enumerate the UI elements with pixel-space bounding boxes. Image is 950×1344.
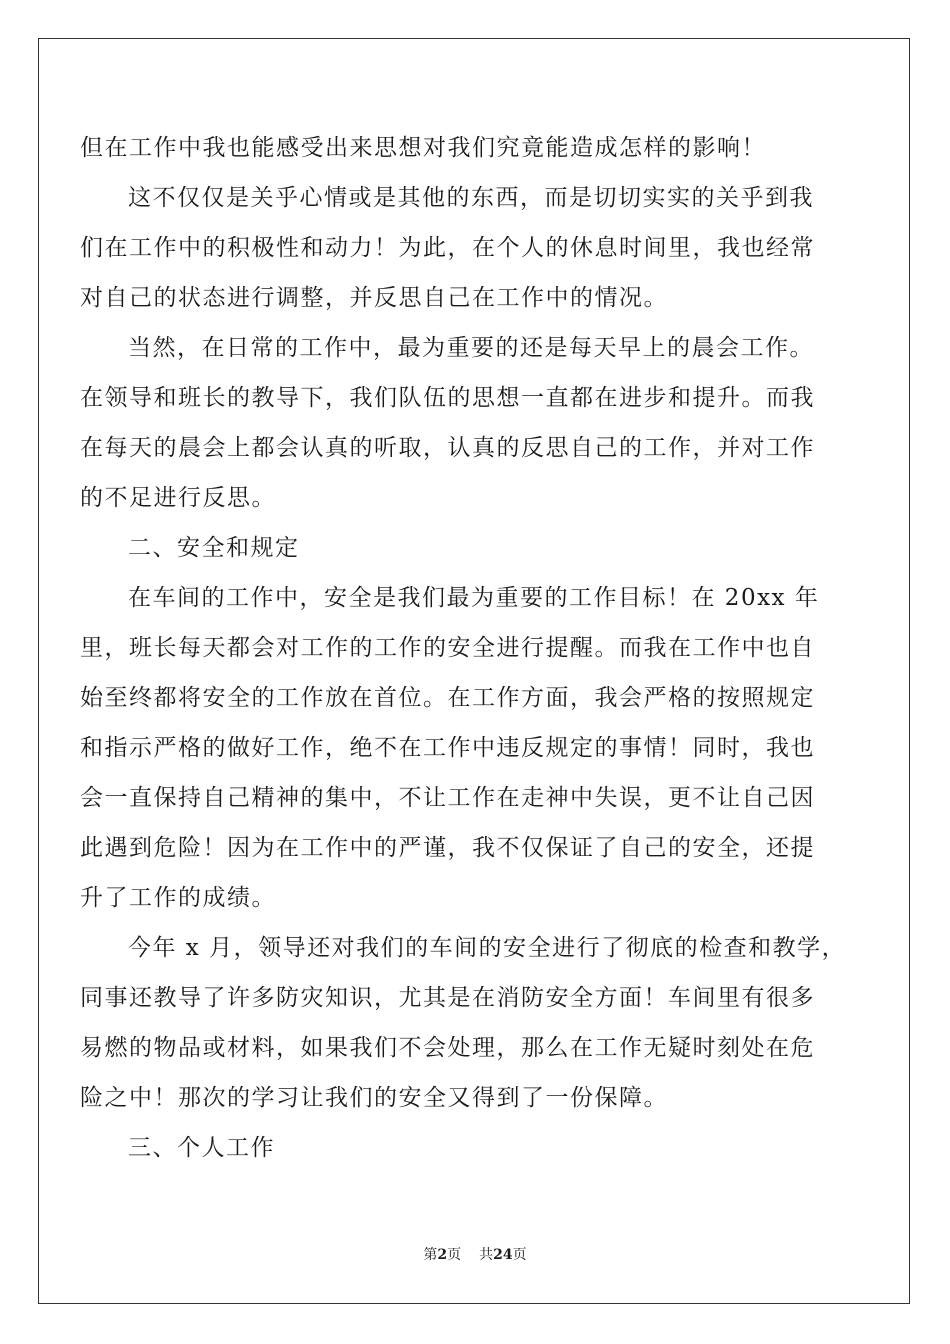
text-line: 对自己的状态进行调整，并反思自己在工作中的情况。 [80,285,668,311]
page-suffix: 页 [447,1247,462,1263]
page-number: 2 [437,1247,448,1263]
text-line: 始至终都将安全的工作放在首位。在工作方面，我会严格的按照规定 [80,685,815,711]
text-line: 会一直保持自己精神的集中，不让工作在走神中失误，更不让自己因 [80,785,815,811]
text-line: 和指示严格的做好工作，绝不在工作中违反规定的事情！同时，我也 [80,735,815,761]
text-line: 当然，在日常的工作中，最为重要的还是每天早上的晨会工作。 [128,335,814,361]
total-suffix: 页 [512,1247,527,1263]
text-line: 在每天的晨会上都会认真的听取，认真的反思自己的工作，并对工作 [80,435,815,461]
text-line: 这不仅仅是关乎心情或是其他的东西，而是切切实实的关乎到我 [128,185,814,211]
text-line: 今年 x 月，领导还对我们的车间的安全进行了彻底的检查和教学， [128,935,847,961]
text-line: 易燃的物品或材料，如果我们不会处理，那么在工作无疑时刻处在危 [80,1035,815,1061]
text-line: 险之中！那次的学习让我们的安全又得到了一份保障。 [80,1085,668,1111]
text-line: 在车间的工作中，安全是我们最为重要的工作目标！在 20xx 年 [128,585,820,611]
text-line: 们在工作中的积极性和动力！为此，在个人的休息时间里，我也经常 [80,235,815,261]
page-footer [0,1244,950,1264]
total-prefix: 共 [479,1247,494,1263]
section-heading: 二、安全和规定 [128,535,300,561]
total-pages: 24 [493,1247,513,1263]
text-line: 的不足进行反思。 [80,485,276,511]
text-line: 同事还教导了许多防灾知识，尤其是在消防安全方面！车间里有很多 [80,985,815,1011]
section-heading: 三、个人工作 [128,1135,275,1161]
text-line: 在领导和班长的教导下，我们队伍的思想一直都在进步和提升。而我 [80,385,815,411]
text-line: 里，班长每天都会对工作的工作的安全进行提醒。而我在工作中也自 [80,635,815,661]
text-line: 但在工作中我也能感受出来思想对我们究竟能造成怎样的影响！ [80,135,766,161]
text-line: 升了工作的成绩。 [80,885,276,911]
text-line: 此遇到危险！因为在工作中的严谨，我不仅保证了自己的安全，还提 [80,835,815,861]
page-prefix: 第 [423,1247,438,1263]
